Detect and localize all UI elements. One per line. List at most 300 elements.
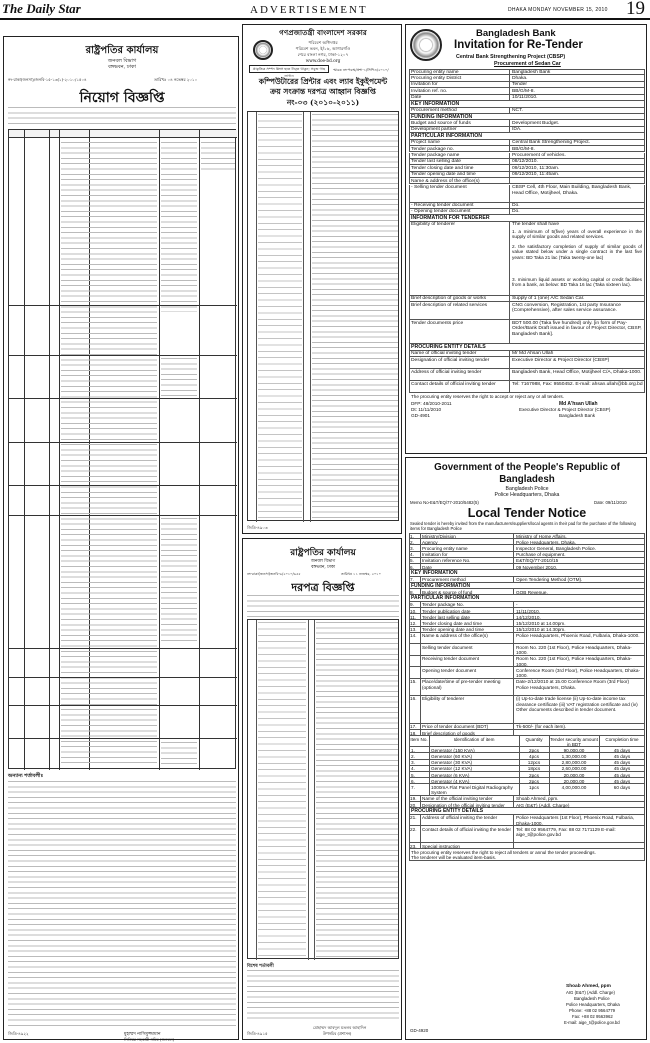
row-value: Tk-500/- (for each item). [516, 724, 567, 730]
cell-edge [409, 357, 410, 369]
signatory-name: Shoab Ahmed, ppm [566, 984, 611, 989]
section-heading: INFORMATION FOR TENDERER [411, 215, 490, 222]
item-cell: Generator (12 KVA) [431, 766, 473, 772]
row-number: 14. [410, 633, 417, 639]
reserve-note: The procuring entity reserves the right to accept or reject any or all tenders. [411, 394, 564, 400]
col-divider [303, 112, 304, 522]
col-divider [308, 620, 309, 960]
col-divider [420, 644, 421, 656]
col-divider [420, 633, 421, 645]
dept-line-1: পরিবেশ অধিদপ্তর [308, 40, 338, 45]
col-divider [513, 656, 514, 668]
row-number: 21. [410, 815, 417, 821]
row-label: Project name [411, 140, 440, 146]
row-value: Room No. 220 (1st Floor), Police Headquarters, Dhaka-1000. [516, 656, 632, 667]
section-heading: KEY INFORMATION [411, 101, 460, 107]
col-divider [310, 112, 311, 522]
row-value: Police Headquarters (1st Floor), Phoenix Road, Fulbaria, Dhaka-1000. [516, 815, 635, 826]
col-divider [509, 369, 510, 381]
row-label: Tender publication date [422, 608, 471, 614]
table-row-divider [9, 515, 237, 516]
col-divider [519, 736, 520, 747]
row-label: Tender package name [411, 153, 460, 158]
item-cell: 2. [411, 753, 415, 759]
item-cell: 12pcs [527, 760, 541, 766]
dfp-number: DFP: 48/2010-2011 [411, 401, 452, 407]
signatory-name: Md A'hsan Ullah [559, 401, 598, 408]
memo-number: স্মারক নং-পবঅ/প্রশা-১/সিপিএ/২০১০/ [333, 68, 389, 72]
row-number: 8. [410, 589, 414, 595]
notice-doe-tender [242, 24, 402, 534]
section-heading: FUNDING INFORMATION [411, 113, 473, 120]
bank-unit: Central Bank Strengthening Project (CBSP) [456, 54, 566, 60]
row-label: Development partner [411, 127, 457, 133]
item-cell: 4,00,000.00 [561, 784, 587, 790]
row-value: 15/12/2010 at 14.30pm. [516, 627, 566, 633]
row-label: Tender opening date and time [411, 172, 476, 178]
item-cell: 2,80,000.00 [561, 760, 587, 766]
signatory-role: Executive Director & Project Director (CBSP) [519, 407, 611, 413]
item-cell: Generator (6 KVA) [431, 772, 470, 778]
table-row-divider [9, 442, 237, 443]
items-header-cell: Completion time [605, 736, 639, 742]
row-label: Procurement method [411, 108, 457, 113]
row-value: Dhaka. [512, 75, 528, 81]
row-value: BB/G/M-8. [512, 88, 535, 94]
notice-subtitle: ক্রয় সংক্রান্ত দরপত্র আহ্বান বিজ্ঞপ্তি [270, 87, 376, 96]
row-label: Tender documents price [411, 320, 464, 326]
row-label: Price of tender document (BDT) [422, 724, 489, 730]
col-divider [420, 696, 421, 724]
police-title-1: Government of the People's Republic of [434, 462, 620, 473]
row-value: Mr Md Ahsan Ullah [512, 351, 554, 357]
row-number: 15. [410, 679, 417, 685]
police-intro: Sealed tender is hereby invited from the manufacturers/suppliers/local agents in their pad for the purchase of the following items for Bangladesh Police [410, 521, 636, 531]
eligibility-item: 2. the satisfactory completion of supply of similar goods of value stated below under a single contract in the last five years: BD Taka 21 lac (Taka twenty-one lac) [512, 243, 642, 260]
row-label: - Selling tender document [411, 185, 467, 190]
row-number: 13. [410, 627, 417, 633]
signatory-role: সিনিয়র সহকারী সচিব (জনবল) [124, 1037, 175, 1042]
col-divider [420, 667, 421, 679]
col-divider [199, 130, 200, 770]
col-divider [513, 644, 514, 656]
row-label: Tender package no. [411, 146, 454, 152]
cell-edge [409, 320, 410, 344]
row-number: 7. [410, 577, 414, 583]
signatory-email: E-mail: aige_t@police.gov.bd [564, 1020, 620, 1025]
row-number: 23. [410, 843, 417, 849]
row-value: (i) Up-to-date trade license (ii) Up-to-date income tax clearance certificate (iii) VAT registration certificate and (iv) Other documents described in tender document. [516, 696, 638, 713]
col-divider [509, 185, 510, 203]
office-title: রাষ্ট্রপতির কার্যালয় [290, 548, 356, 558]
table-row-divider [9, 485, 237, 486]
row-label: Ministry/Division [422, 533, 456, 539]
row-label: Budget & source of fund [422, 589, 473, 595]
row-number: 19. [410, 796, 417, 802]
item-cell: 4pcs [529, 753, 539, 759]
item-cell: 2,60,000.00 [561, 766, 587, 772]
item-cell: 90,000.00 [563, 747, 585, 753]
eligibility-item: 3. minimum liquid assets or working capital or credit facilities from a bank, as below: BD Taka 16 lac (Taka sixteen lac). [512, 276, 642, 288]
table-row-divider [9, 648, 237, 649]
item-cell: 45 days [613, 747, 631, 753]
item-cell: 7. [411, 784, 415, 790]
row-value: The tender shall have [512, 222, 560, 228]
item-cell: 60 days [613, 784, 631, 790]
row-value: CBSP Cell, 4th Floor, Main Building, Bangladesh Bank, Head Office, Motijheel, Dhaka. [512, 185, 632, 196]
row-number: 4. [410, 552, 414, 558]
row-label: Name & address of the office(s) [422, 633, 488, 639]
col-divider [24, 130, 25, 770]
item-cell: 45 days [613, 772, 631, 778]
row-value: Police Headquarters, Dhaka. [516, 539, 576, 545]
section-heading: PARTICULAR INFORMATION [411, 133, 482, 140]
item-cell: Generator (4 KVA) [431, 778, 470, 784]
row-value: Central Bank Strengthening Project. [512, 140, 591, 146]
row-number: 6. [410, 564, 414, 570]
row-number: 12. [410, 620, 417, 626]
memo-number: নং-রাকা(জনসা)জনবি-৬/২০১০/৬৫৫ [247, 572, 301, 576]
gd-code: জিডি-৪৯০৩ [247, 525, 268, 530]
row-value: 09 November 2010. [516, 564, 558, 570]
col-divider [513, 633, 514, 645]
table-labels [258, 622, 306, 957]
section-heading: PARTICULAR INFORMATION [411, 595, 480, 602]
police-sub-1: Bangladesh Police [505, 486, 549, 492]
col-divider [549, 736, 550, 747]
newspaper-logo: The Daily Star [2, 1, 81, 16]
signatory-org-2: Police Headquarters, Dhaka [566, 1002, 620, 1007]
section-heading: KEY INFORMATION [411, 570, 458, 577]
signatory-phone: Phone: +88 02 9564779 [569, 1008, 615, 1013]
col-divider [256, 620, 257, 960]
bank-info-table [409, 69, 645, 449]
item-cell: 45 days [613, 766, 631, 772]
col-divider [420, 815, 421, 827]
table-body-text [61, 142, 157, 767]
row-label: Tender last selling date [422, 614, 470, 620]
row-number: 16. [410, 696, 417, 702]
col-divider [429, 736, 430, 747]
row-label: Designation of official inviting tender [411, 357, 490, 363]
police-notice-title: Local Tender Notice [467, 506, 587, 520]
instructions-text [8, 781, 236, 1029]
col-divider [599, 784, 600, 796]
col-divider [314, 620, 315, 960]
office-sub2: বঙ্গভবন, ঢাকা [310, 565, 336, 570]
row-number: 17. [410, 724, 417, 730]
col-divider [420, 679, 421, 696]
col-divider [509, 357, 510, 369]
row-value: CNG conversion, Registration, 1st party Insurance (Comprehensive), after sales service assurance. [512, 302, 622, 314]
table-row-divider [9, 355, 237, 356]
row-label: Procuring entity District [411, 75, 462, 81]
row-value: Open Tendering Method (OTM). [516, 577, 583, 583]
item-cell: 6. [411, 778, 415, 784]
row-value: Shoab Ahmed, ppm. [516, 796, 559, 802]
govt-title: গণপ্রজাতন্ত্রী বাংলাদেশ সরকার [279, 28, 367, 37]
row-value: - [516, 602, 518, 608]
col-divider [519, 784, 520, 796]
notice-bangladesh-bank [405, 24, 647, 454]
website: www.doe-bd.org [305, 58, 341, 63]
eligibility-item: 1. a minimum of 5(five) years of overall experience in the supply of similar goods and related services. [512, 228, 642, 240]
row-value: Ministry of Home Affairs. [516, 533, 567, 539]
row-value: Tel: 7167988, Fax: 9550452. E-mail: ahsan.ullah@bb.org.bd [512, 381, 643, 387]
signatory-org: Bangladesh Bank [559, 413, 596, 419]
office-sub1: জনবল বিভাগ [310, 559, 336, 564]
slogan-box: প্রাকৃতিক সম্পদ ধ্বংস হতে নিবৃত থাকুন; সবুজ গাছ লাগান [249, 65, 329, 73]
special-instruction-b: The tenderer will be evaluated item-basis. [411, 855, 497, 861]
col-divider [513, 696, 514, 724]
items-header-cell: Quantity [525, 736, 543, 742]
item-cell: 2pcs [529, 747, 539, 753]
row-number: 3. [410, 545, 414, 551]
item-cell: Generator (150 KVA) [431, 747, 475, 753]
item-cell: 20,000.00 [563, 778, 585, 784]
cell-edge [409, 302, 410, 320]
row-label: Brief description of related services [411, 302, 488, 308]
row-label: Brief description of goods or works [411, 296, 487, 302]
table-row-divider [9, 677, 237, 678]
row-value: Purchase of equipment. [516, 552, 566, 558]
memo-number: নং-রাকা(জনসা)/জনবি-১৫-১৩(১)-২০১০/১৫০৪ [8, 77, 87, 82]
col-divider [49, 130, 50, 770]
col-divider [420, 656, 421, 668]
col-divider [420, 826, 421, 843]
item-cell: 45 days [613, 753, 631, 759]
notes-heading: বিশেষ শর্তাবলী [247, 964, 274, 969]
table-header [9, 130, 237, 138]
tender-number: নং-০৩ (২০১০-২০১১) [286, 98, 360, 107]
row-value: Development Budget. [512, 120, 560, 126]
col-divider [509, 302, 510, 320]
row-label: Contact details of official inviting the tender [422, 826, 512, 832]
row-label: Eligibility of tenderer [411, 222, 456, 228]
table-body-text [161, 358, 197, 396]
col-divider [59, 130, 60, 770]
col-divider [159, 130, 160, 770]
row-number: 22. [410, 826, 417, 832]
signatory-role: AIG (E&T) (Addl. Charge) [566, 990, 615, 995]
row-number: 2. [410, 539, 414, 545]
intro-text-block [8, 107, 236, 127]
row-label: Tender package No. [422, 602, 464, 608]
row-label: Special instruction [422, 843, 461, 849]
signatory-role: উপসচিব (প্রশাসন) [323, 1031, 352, 1036]
doe-table [247, 111, 399, 521]
office-sub2: বঙ্গভবন, ঢাকা [108, 64, 136, 70]
item-cell: 1000mA Flat Panel Digital Radiography System [431, 784, 513, 796]
item-cell: Generator (60 KVA) [431, 753, 473, 759]
dept-line-2: পরিবেশ ভবন, ই/১৬, আগারগাঁও [295, 46, 351, 51]
col-divider [509, 320, 510, 344]
memo-date: Date: 09/11/2010 [594, 500, 627, 505]
row-value: Tender [512, 82, 527, 88]
row-label: Invitation reference No. [422, 558, 471, 564]
item-cell: 3. [411, 760, 415, 766]
row-value: 09/12/2010, 11:30am. [512, 165, 560, 171]
row-label: Name of the official inviting tender [422, 796, 493, 802]
col-divider [429, 784, 430, 796]
bank-title: Bangladesh Bank [476, 28, 556, 39]
row-value: 14/12/2010. [516, 614, 541, 620]
col-divider [513, 679, 514, 696]
notice-recruitment [3, 36, 239, 1040]
cell-edge [409, 381, 410, 393]
item-cell: 1. [411, 747, 415, 753]
items-header-cell: Item No. [410, 736, 428, 742]
notice-president-tender [242, 538, 402, 1040]
row-label: Procuring entity name [411, 69, 459, 75]
table-body-text [161, 518, 197, 644]
instructions-heading: অন্যান্য শর্তাবলীঃ [8, 773, 44, 779]
item-cell: 1,30,000.00 [561, 753, 587, 759]
row-value: Police Headquarters, Phoenix Road, Fulbaria, Dhaka-1000. [516, 633, 640, 639]
police-info-table [409, 533, 645, 973]
row-value: AIG (E&T) (Addl. Charge) [516, 802, 570, 808]
table-row-divider [9, 738, 237, 739]
special-instruction-a: The procuring entity reserves the right to reject all tenders or annul the tender proceedings. [411, 849, 596, 855]
police-sub-2: Police Headquarters, Dhaka [494, 492, 560, 498]
row-value: NCT. [512, 108, 523, 113]
row-label: Budget and source of funds [411, 120, 471, 126]
row-number: 11. [410, 614, 417, 620]
row-value: Tel: 88 02 9564779, Fax: 88 02 7171129 E-mail: aige_t@police.gov.bd [516, 826, 616, 838]
signatory-org-1: Bangladesh Police [574, 996, 610, 1001]
row-number: 18. [410, 730, 417, 736]
row-number: 20. [410, 802, 417, 808]
office-title: রাষ্ট্রপতির কার্যালয় [85, 45, 159, 56]
row-label: Tender opening date and time [422, 627, 485, 633]
item-cell: 18pcs [527, 766, 541, 772]
section-heading: PROCURING ENTITY DETAILS [411, 344, 486, 351]
recruitment-table [8, 129, 236, 769]
item-cell: 4. [411, 766, 415, 772]
row-label: Contact details of official inviting tender [411, 381, 496, 387]
row-label: Tender closing date and time [411, 165, 474, 171]
items-header-cell: Tender security amount in BDT [550, 736, 598, 747]
row-value: Room No. 220 (1st Floor), Police Headquarters, Dhaka-1000. [516, 644, 632, 656]
row-number: 10. [410, 608, 417, 614]
section-heading: PROCURING ENTITY DETAILS [411, 808, 484, 815]
col-divider [256, 112, 257, 522]
table-row-divider [9, 705, 237, 706]
gd-code: GD-4901 [411, 413, 431, 419]
cell-edge [409, 185, 410, 203]
signatory-name: মুহাম্মদ নাসিমুজ্জামান [124, 1032, 161, 1037]
bank-subtitle: Invitation for Re-Tender [454, 39, 583, 51]
row-label: Date [422, 564, 432, 570]
row-value: 15/12/2010 at 14.00pm. [516, 620, 566, 626]
row-number: 9. [410, 602, 414, 608]
gd-code: জিডি-৪৯২২ [8, 1031, 29, 1036]
gd-code: জিডি-৪৯১৫ [247, 1031, 268, 1036]
row-value: 08/12/2010. [512, 159, 538, 165]
office-sub1: জনবল বিভাগ [107, 58, 137, 64]
memo-number: Memo No-E&T/EQ/77-2010/5482(5) [410, 500, 479, 505]
item-cell: Generator (30 KVA) [431, 760, 473, 766]
row-label: Date [411, 95, 422, 101]
items-header-cell: Identification of item [453, 736, 495, 742]
item-cell: 1pcs [529, 784, 539, 790]
row-label: Procuring entity name [422, 545, 468, 551]
row-label: Tender last selling date [411, 159, 462, 165]
col-divider [509, 222, 510, 296]
table-body-text [312, 114, 398, 519]
intro-text-block [247, 595, 399, 617]
table-labels [258, 114, 302, 519]
col-divider [513, 815, 514, 827]
item-cell: 2pcs [529, 772, 539, 778]
row-value: 11/11/2010. [516, 608, 541, 614]
page-number: 19 [626, 0, 645, 19]
row-value: Do. [512, 203, 520, 208]
row-value: Executive Director & Project Director (CBSP) [512, 357, 610, 363]
row-label: Receiving tender document [422, 656, 480, 662]
row-value: 10/11/2010. [512, 95, 538, 101]
row-label: Place/date/time of pre-tender meeting (optional) [422, 679, 501, 690]
signatory-fax: Fax: +88 02 9563962 [572, 1014, 613, 1019]
row-value: GOB Revenue. [516, 589, 548, 595]
row-value: Bangladesh Bank, Head Office, Motijheel C/A, Dhaka-1000. [512, 369, 642, 375]
signatory-name: মোহাম্মদ আবদুল মতলব আহাদিন [313, 1025, 367, 1030]
row-value: IDA. [512, 127, 522, 133]
section-title: ADVERTISEMENT [250, 4, 368, 16]
row-label: Invitation for [422, 552, 448, 558]
dc-date: Dt: 11/11/2010 [411, 407, 442, 413]
row-value: BDT 500.00 (Taka five hundred) only. [in form of Pay-Order/Bank Draft issued in favour of Project Director, CBSP, Bangladesh Bank]. [512, 320, 642, 338]
row-value: Procurement of vehicles. [512, 153, 566, 158]
notice-title: নিয়োগ বিজ্ঞপ্তি [79, 90, 165, 106]
item-cell: 45 days [613, 778, 631, 784]
row-number: 1. [410, 533, 414, 539]
row-label: - Receiving tender document [411, 203, 474, 208]
table-body-text [316, 622, 398, 957]
row-number: 5. [410, 558, 414, 564]
row-value: Bangladesh Bank [512, 69, 551, 75]
row-label: Address of official inviting tender [411, 369, 482, 375]
item-cell: 45 days [613, 760, 631, 766]
notes-text [247, 970, 399, 1020]
section-heading: FUNDING INFORMATION [411, 582, 471, 589]
row-label: Brief description of goods [422, 730, 475, 736]
table-body-text [161, 742, 197, 766]
police-title-2: Bangladesh [499, 474, 555, 485]
row-value: Supply of 1 (one) A/C Sedan Car. [512, 296, 585, 302]
table-body-text [161, 142, 197, 312]
row-value: BB/G/M-8. [512, 146, 535, 152]
row-label: Tender closing date and time [422, 620, 482, 626]
row-label: Eligibility of tenderer [422, 696, 465, 702]
col-divider [509, 381, 510, 393]
item-cell: 2pcs [529, 778, 539, 784]
col-divider [513, 826, 514, 843]
row-label: Invitation ref. no. [411, 88, 448, 94]
row-value: Conference Room (3rd Floor), Police Headquarters, Dhaka-1000. [516, 667, 641, 679]
bank-seal-icon [410, 29, 442, 61]
row-label: Name of official inviting tender [411, 351, 477, 357]
row-label: Selling tender document [422, 644, 473, 650]
notice-police [405, 457, 647, 1040]
row-label: Designation of the official inviting tender [422, 802, 505, 808]
col-divider [549, 784, 550, 796]
cell-edge [409, 369, 410, 381]
president-table [247, 619, 399, 959]
row-label: Address of official inviting the tender [422, 815, 498, 821]
row-value: Do. [512, 209, 520, 215]
notice-title: কম্পিউটারের প্রিন্টার এবং ল্যাব ইকুইপমেন্ট [258, 77, 388, 86]
